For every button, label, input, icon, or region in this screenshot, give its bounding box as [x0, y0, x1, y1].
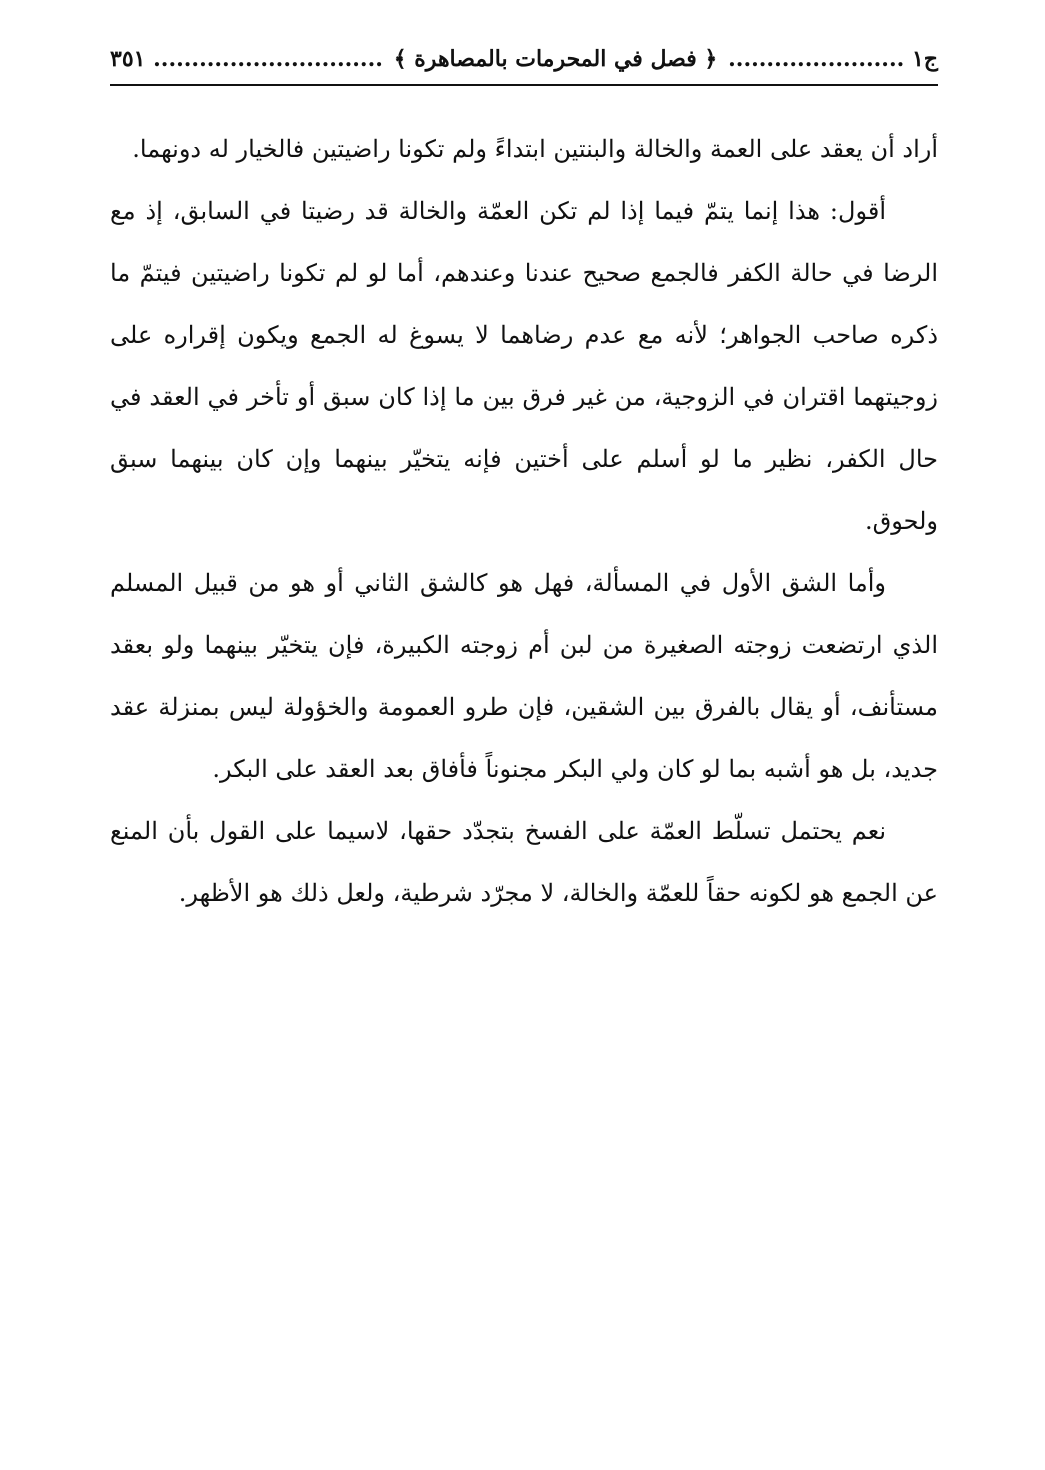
- running-header: [110, 38, 938, 80]
- header-divider: [110, 84, 938, 86]
- paragraph-first-case: وأما الشق الأول في المسألة، فهل هو كالشق الثاني أو هو من قبيل المسلم الذي ارتضعت زوجته الصغيرة من لبن أم زوجته الكبيرة، فإن يتخيّر بينهما ولو بعقد مستأنف، أو يقال بالفرق بين الشقين، فإن طرو العمومة والخؤولة ليس بمنزلة عقد جديد، بل هو أشبه بما لو كان ولي البكر مجنوناً فأفاق بعد العقد على البكر.: [110, 569, 939, 783]
- page-number: ٣٥١: [110, 46, 146, 72]
- volume-number: ج١: [911, 46, 938, 72]
- chapter-title: ﴿ فصل في المحرمات بالمصاهرة ﴾: [393, 46, 718, 72]
- page-body: [110, 118, 938, 924]
- volume-label: [728, 46, 938, 72]
- header-leader-left: ..............................: [153, 46, 383, 72]
- page-number-group: [110, 46, 383, 72]
- paragraph-continuation: أراد أن يعقد على العمة والخالة والبنتين ابتداءً ولم تكونا راضيتين فالخيار له دونهما.: [132, 135, 938, 163]
- paragraph-naam: نعم يحتمل تسلّط العمّة على الفسخ بتجدّد حقها، لاسيما على القول بأن المنع عن الجمع هو لكونه حقاً للعمّة والخالة، لا مجرّد شرطية، ولعل ذلك هو الأظهر.: [110, 817, 938, 907]
- header-leader-right: .......................: [728, 46, 905, 72]
- paragraph-aqul: أقول: هذا إنما يتمّ فيما إذا لم تكن العمّة والخالة قد رضيتا في السابق، إذ مع الرضا في حالة الكفر فالجمع صحيح عندنا وعندهم، أما لو لم تكونا راضيتين فيتمّ ما ذكره صاحب الجواهر؛ لأنه مع عدم رضاهما لا يسوغ له الجمع ويكون إقراره على زوجيتهما اقتران في الزوجية، من غير فرق بين ما إذا كان سبق أو تأخر في العقد في حال الكفر، نظير ما لو أسلم على أختين فإنه يتخيّر بينهما وإن كان بينهما سبق ولحوق.: [110, 197, 938, 535]
